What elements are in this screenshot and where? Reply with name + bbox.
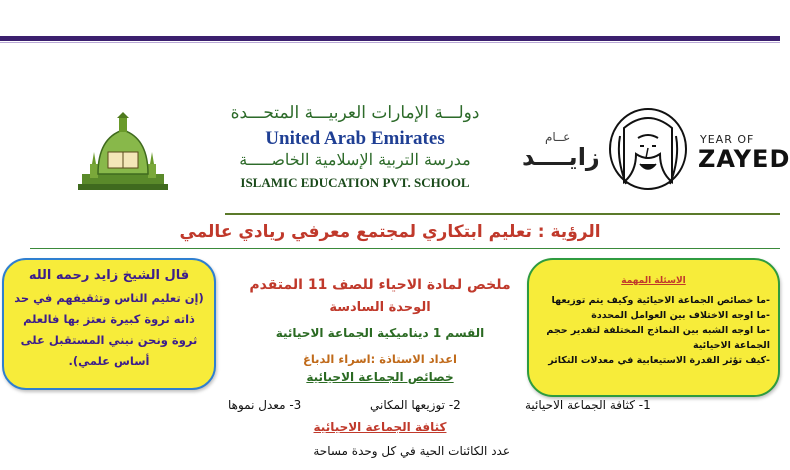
key-question-item: -ما اوجه الشبه بين النماذج المختلفة لتقدير حجم الجماعة الاحيائية — [546, 325, 770, 351]
section-title: القسم 1 ديناميكية الجماعة الاحيائية — [275, 326, 485, 340]
key-question-item: -كيف تؤثر القدرة الاستيعابية في معدلات التكاثر — [548, 355, 770, 366]
year-of-zayed-ar-small: عــام — [545, 130, 571, 144]
subheading-characteristics: خصائص الجماعة الاحيائية — [306, 370, 454, 384]
teacher-name: اعداد الاستاذة :اسراء الدباغ — [302, 352, 458, 366]
sheikh-zayed-portrait-logo — [608, 108, 688, 190]
zayed-quote-box — [2, 258, 216, 390]
year-of-label: YEAR OF — [700, 133, 755, 146]
header-divider — [225, 213, 780, 215]
key-questions-title: الاسئلة المهمة — [621, 276, 686, 286]
list-item: 3- معدل نموها — [228, 398, 302, 412]
school-name-ar: مدرسة التربية الإسلامية الخاصـــــة — [239, 150, 471, 169]
top-bar — [0, 36, 780, 41]
key-question-item: -ما خصائص الجماعة الاحيائية وكيف يتم توزيعها — [551, 295, 770, 306]
key-questions-list — [534, 293, 770, 368]
document-title: ملخص لمادة الاحياء للصف 11 المتقدم — [249, 277, 511, 293]
list-item: 1- كثافة الجماعة الاحيائية — [525, 398, 651, 412]
density-definition: عدد الكائنات الحية في كل وحدة مساحة — [313, 444, 510, 458]
school-vision: الرؤية : تعليم ابتكاري لمجتمع معرفي ريادي عالمي — [179, 222, 601, 242]
quote-text: (إن تعليم الناس وتثقيفهم في حد ذاته ثروة كبيرة نعتز بها فالعلم ثروة ونحن نبني المستقبل على أساس علمي). — [14, 291, 204, 368]
school-country-en: United Arab Emirates — [265, 128, 445, 149]
key-questions-box — [527, 258, 780, 397]
list-item: 2- توزيعها المكاني — [370, 398, 461, 412]
school-mosque-logo — [78, 112, 168, 198]
unit-title: الوحدة السادسة — [329, 300, 431, 315]
subheading-density: كثافة الجماعة الاحيائية — [313, 420, 447, 434]
zayed-label: ZAYED — [698, 145, 790, 173]
quote-title: قال الشيخ زايد رحمه الله — [28, 268, 190, 283]
year-of-zayed-ar: زايــــد — [522, 143, 600, 171]
top-bar-line — [0, 42, 780, 43]
key-question-item: -ما اوجه الاختلاف بين العوامل المحددة — [591, 310, 770, 321]
vision-divider — [30, 248, 780, 249]
school-country-ar: دولـــة الإمارات العربيـــة المتحـــدة — [230, 103, 480, 123]
school-name-en: ISLAMIC EDUCATION PVT. SCHOOL — [240, 175, 470, 190]
